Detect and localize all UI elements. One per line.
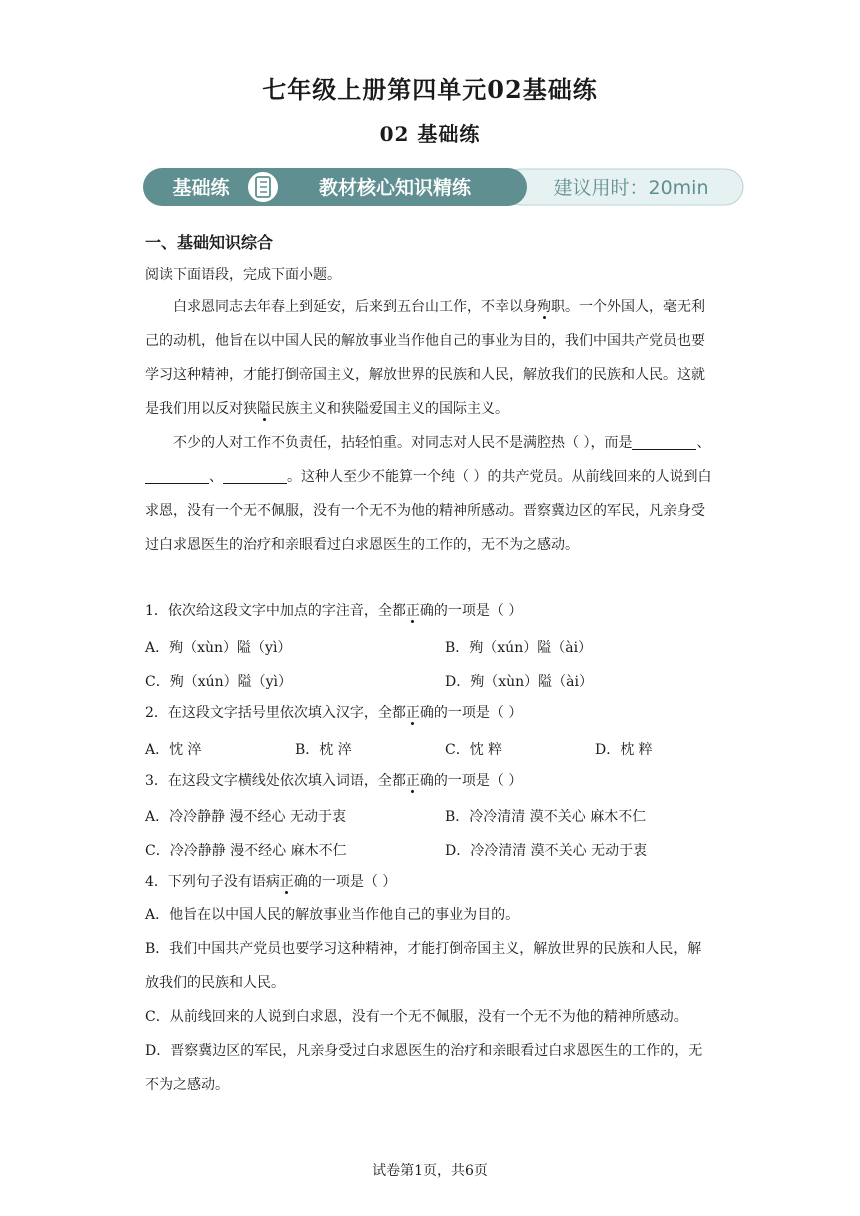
banner-middle-label: 教材核心知识精练 <box>318 177 472 199</box>
question-3-stem <box>145 770 522 790</box>
answer-blank <box>145 469 209 484</box>
section-banner <box>143 168 745 206</box>
emphasis-character: 正 <box>405 705 420 721</box>
emphasis-character: 正 <box>279 874 294 890</box>
passage-text: 民族主义和狭隘爱国主义的国际主义。 <box>271 401 509 417</box>
question-stem-text: 确的一项是（ ） <box>419 705 523 721</box>
question-1-stem <box>145 600 522 620</box>
banner-left-label: 基础练 <box>172 177 230 199</box>
question-2-option-d: D．枕 粹 <box>595 742 653 758</box>
answer-blank <box>223 469 287 484</box>
question-3-option-b: B．冷冷清清 漠不关心 麻木不仁 <box>445 809 647 825</box>
emphasis-character: 隘 <box>257 401 271 417</box>
question-3-option-a: A．冷冷静静 漫不经心 无动于衷 <box>145 809 347 825</box>
question-2-stem <box>145 702 522 722</box>
question-stem-text: 4．下列句子没有语病 <box>145 874 280 890</box>
question-stem-text: 2．在这段文字括号里依次填入汉字，全都 <box>145 705 406 721</box>
blank-separator: 、 <box>696 435 711 451</box>
passage-text: 职。一个外国人，毫无利己的动机，他旨在以中国人民的解放事业当作他自己的事业为目的，我们中国共产党员也要学习这种精神，才能打倒帝国主义，解放世界的民族和人民，解放我们的民族和人民。这就是我们用以反对狭 <box>145 299 705 417</box>
question-1-option-b: B．殉（xún）隘（ài） <box>445 640 593 656</box>
document-subtitle: 02 基础练 <box>379 122 481 146</box>
question-4-option-c: C．从前线回来的人说到白求恩，没有一个无不佩服，没有一个无不为他的精神所感动。 <box>145 1009 688 1025</box>
passage-text: 。这种人至少不能算一个纯（ ）的共产党员。从前线回来的人说到白求恩，没有一个无不佩服，没有一个无不为他的精神所感动。晋察冀边区的军民，凡亲身受过白求恩医生的治疗和亲眼看过白求恩医生的工作的，无不为之感动。 <box>145 469 712 553</box>
question-1-option-d: D．殉（xùn）隘（ài） <box>445 674 593 690</box>
question-2-option-b: B．枕 淬 <box>295 742 352 758</box>
emphasis-character: 殉 <box>537 299 551 315</box>
passage-paragraph-1 <box>145 290 715 426</box>
question-1-option-c: C．殉（xún）隘（yì） <box>145 674 293 690</box>
question-4-option-a: A．他旨在以中国人民的解放事业当作他自己的事业为目的。 <box>145 907 520 923</box>
page-footer: 试卷第1页，共6页 <box>372 1163 488 1179</box>
passage-text: 不少的人对工作不负责任，拈轻怕重。对同志对人民不是满腔热（ ），而是 <box>173 435 633 451</box>
question-stem-text: 确的一项是（ ） <box>293 874 397 890</box>
blank-separator: 、 <box>209 469 223 485</box>
question-4-option-d: D．晋察冀边区的军民，凡亲身受过白求恩医生的治疗和亲眼看过白求恩医生的工作的，无不为之感动。 <box>145 1043 703 1093</box>
question-stem-text: 1．依次给这段文字中加点的字注音，全都 <box>145 603 406 619</box>
question-stem-text: 确的一项是（ ） <box>419 773 523 789</box>
question-3-option-d: D．冷冷清清 漠不关心 无动于衷 <box>445 843 648 859</box>
question-stem-text: 确的一项是（ ） <box>419 603 523 619</box>
passage-paragraph-2 <box>145 426 715 562</box>
emphasis-character: 正 <box>405 773 420 789</box>
section-heading: 一、基础知识综合 <box>145 233 274 252</box>
question-3-option-c: C．冷冷静静 漫不经心 麻木不仁 <box>145 843 347 859</box>
document-title: 七年级上册第四单元02基础练 <box>262 75 598 104</box>
banner-time-label: 建议用时：20min <box>553 177 709 199</box>
question-2-option-c: C．忱 粹 <box>445 742 503 758</box>
question-4-option-b: B．我们中国共产党员也要学习这种精神，才能打倒帝国主义，解放世界的民族和人民，解放我们的民族和人民。 <box>145 941 702 991</box>
passage-text: 白求恩同志去年春上到延安，后来到五台山工作，不幸以身 <box>173 299 537 315</box>
question-1-option-a: A．殉（xùn）隘（yì） <box>145 640 292 656</box>
answer-blank <box>632 435 696 450</box>
emphasis-character: 正 <box>405 603 420 619</box>
question-2-option-a: A．忱 淬 <box>145 742 202 758</box>
reading-instruction: 阅读下面语段，完成下面小题。 <box>145 267 341 283</box>
question-4-stem <box>145 871 396 891</box>
question-stem-text: 3．在这段文字横线处依次填入词语，全都 <box>145 773 406 789</box>
